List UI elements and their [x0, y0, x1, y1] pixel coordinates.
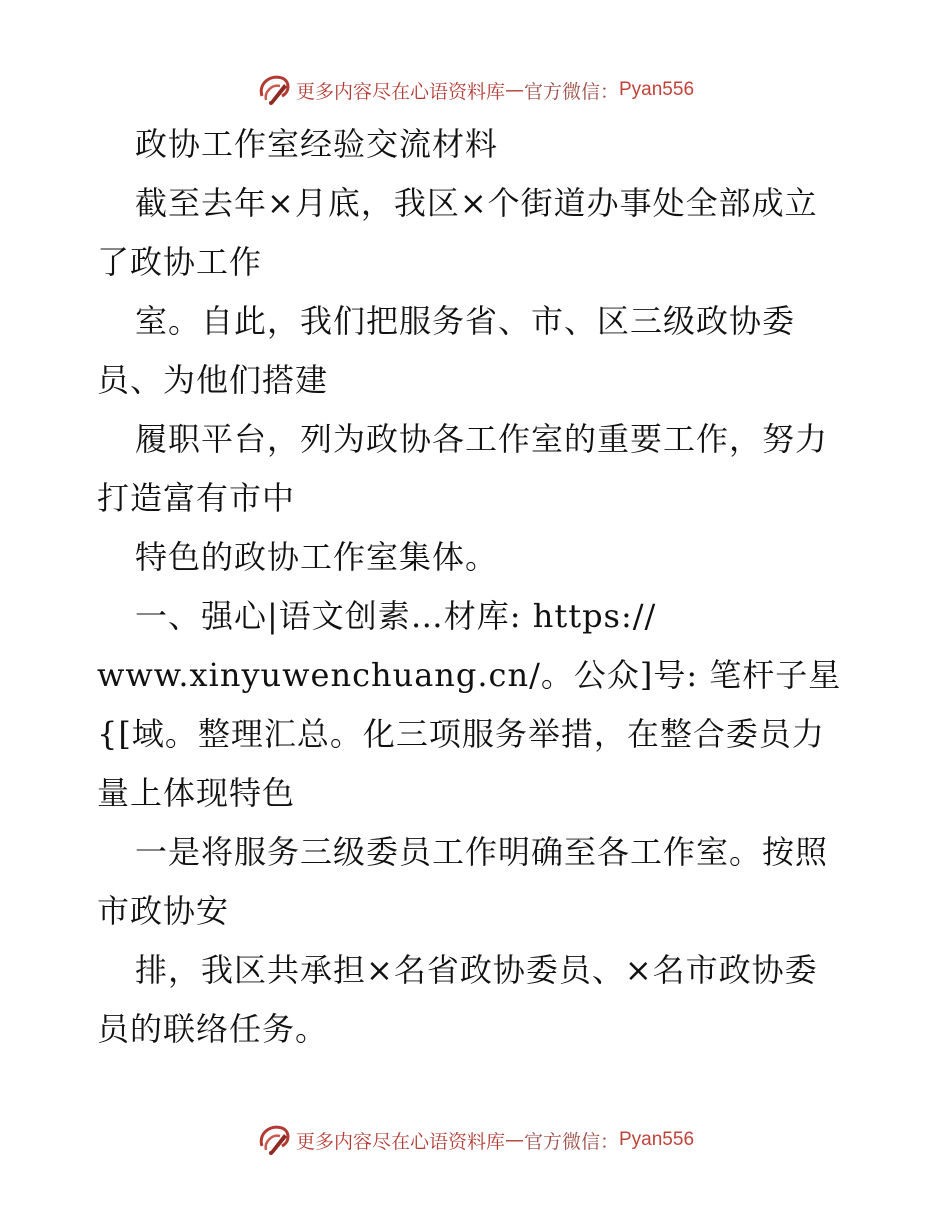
pen-logo-icon — [256, 72, 292, 108]
banner-wechat-label: 官方微信： — [523, 80, 619, 103]
banner-text: 更多内容尽在心语资料库 — [295, 80, 505, 103]
banner-wechat-id: Pyan556 — [619, 79, 695, 100]
paragraph-line: 室。自此，我们把服务省、市、区三级政协委 — [135, 302, 796, 340]
paragraph-line: 履职平台，列为政协各工作室的重要工作，努力 — [135, 420, 829, 458]
banner-text: 更多内容尽在心语资料库 — [295, 1130, 505, 1153]
paragraph-line: 一、强心|语文创素…材库: https:// — [135, 597, 657, 635]
paragraph-line: 量上体现特色 — [97, 774, 296, 812]
banner-dash: — — [504, 1129, 524, 1151]
paragraph-line: 排，我区共承担×名省政协委员、×名市政协委 — [135, 951, 818, 989]
banner-wechat-id: Pyan556 — [619, 1129, 695, 1150]
paragraph-line: www.xinyuwenchuang.cn/。公众]号: 笔杆子星 — [97, 656, 842, 694]
paragraph-line: 一是将服务三级委员工作明确至各工作室。按照 — [135, 833, 829, 871]
paragraph-line: 特色的政协工作室集体。 — [135, 538, 499, 576]
paragraph-line: 市政协安 — [97, 892, 230, 930]
paragraph-line: 打造富有市中 — [97, 479, 296, 517]
footer-banner — [0, 1120, 950, 1160]
banner-dash: — — [504, 79, 524, 101]
document-body — [97, 115, 857, 1059]
paragraph-line: 员的联络任务。 — [97, 1010, 329, 1048]
paragraph-line: 员、为他们搭建 — [97, 361, 329, 399]
pen-logo-icon — [256, 1122, 292, 1158]
document-title: 政协工作室经验交流材料 — [135, 125, 499, 163]
header-banner — [0, 70, 950, 110]
paragraph-line: 了政协工作 — [97, 243, 263, 281]
banner-wechat-label: 官方微信： — [523, 1130, 619, 1153]
paragraph-line: 截至去年×月底，我区×个街道办事处全部成立 — [135, 184, 818, 222]
paragraph-line: {[域。整理汇总。化三项服务举措，在整合委员力 — [97, 715, 825, 753]
